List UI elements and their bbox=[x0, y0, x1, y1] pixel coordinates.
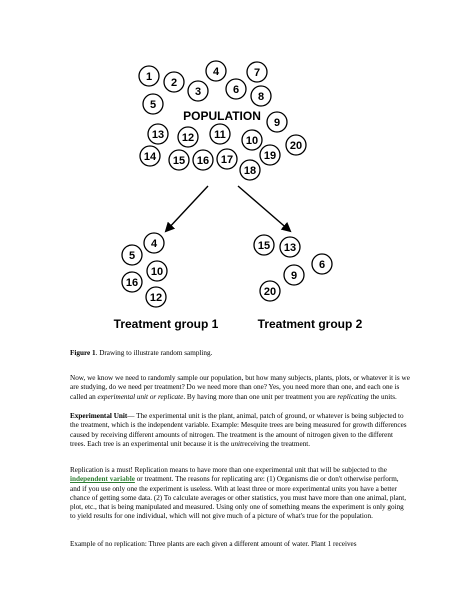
arrow-to-group-1 bbox=[166, 186, 208, 231]
treatment-group-1-circles bbox=[122, 233, 167, 307]
para1-text-a: Now, we know we need to randomly sample our population, but how many subjects, plants, plots, or whatever it is we are studying, do we need per treatment? Do we need more than one? Yes, you need more than one, and each one is called an bbox=[70, 374, 410, 401]
population-member-6 bbox=[226, 79, 246, 99]
circle-number: 12 bbox=[149, 292, 163, 304]
circle-number: 6 bbox=[318, 259, 326, 271]
para1-text-c: . By having more than one unit per treatment you are bbox=[183, 392, 338, 401]
population-member-18 bbox=[240, 160, 260, 180]
treatment-group-2-circles bbox=[254, 235, 332, 301]
population-member-10 bbox=[242, 130, 262, 150]
population-member-11 bbox=[210, 124, 230, 144]
population-member-17 bbox=[217, 149, 237, 169]
circle-number: 12 bbox=[181, 132, 195, 144]
population-member-8 bbox=[251, 86, 271, 106]
population-member-1 bbox=[139, 66, 159, 86]
treatment-group-1-label: Treatment group 1 bbox=[113, 317, 219, 331]
group2-member-15 bbox=[254, 235, 274, 255]
population-member-4 bbox=[206, 61, 226, 81]
para1-emphasis-replicate: experimental unit or replicate bbox=[97, 392, 184, 401]
population-member-9 bbox=[267, 112, 287, 132]
circle-number: 4 bbox=[212, 66, 220, 78]
arrow-to-group-2 bbox=[238, 186, 290, 231]
figure-caption bbox=[70, 349, 410, 358]
population-member-12 bbox=[178, 127, 198, 147]
population-member-2 bbox=[164, 72, 184, 92]
circle-number: 2 bbox=[170, 77, 178, 89]
para2-text-d: receiving the treatment. bbox=[242, 439, 311, 448]
circle-number: 4 bbox=[150, 238, 158, 250]
circle-number: 13 bbox=[151, 129, 165, 141]
circle-number: 17 bbox=[220, 154, 234, 166]
population-member-16 bbox=[193, 150, 213, 170]
circle-number: 9 bbox=[273, 117, 281, 129]
circle-number: 14 bbox=[143, 151, 157, 163]
group2-member-6 bbox=[312, 254, 332, 274]
circle-number: 3 bbox=[194, 86, 202, 98]
group2-member-13 bbox=[280, 237, 300, 257]
paragraph-no-replication bbox=[70, 540, 410, 549]
population-member-19 bbox=[260, 145, 280, 165]
group1-member-10 bbox=[147, 261, 167, 281]
group2-member-9 bbox=[284, 265, 304, 285]
circle-number: 15 bbox=[257, 240, 271, 252]
circle-number: 5 bbox=[149, 99, 157, 111]
para2-text-b: — The experimental unit is the plant, animal, patch of ground, or whatever is being subjected to the treatment, which is the independent variable. Example: Mesquite trees are being measured for growth differences caused by receiving different amounts of nitrogen. The treatment is the amount of nitrogen given to the different trees. Each tree is an experimental unit because it is the bbox=[70, 412, 407, 448]
population-label: POPULATION bbox=[183, 109, 261, 123]
circle-number: 19 bbox=[263, 150, 277, 162]
population-member-20 bbox=[286, 135, 306, 155]
circle-number: 6 bbox=[232, 84, 240, 96]
group1-member-4 bbox=[144, 233, 164, 253]
group1-member-5 bbox=[122, 245, 142, 265]
population-member-15 bbox=[169, 150, 189, 170]
circle-number: 5 bbox=[128, 250, 136, 262]
para1-emphasis-replicating: replicating bbox=[337, 392, 369, 401]
para4-text: Example of no replication: Three plants are each given a different amount of water. Plant 1 receives bbox=[70, 540, 357, 548]
para3-text-a: Replication is a must! Replication means to have more than one experimental unit that will be subjected to the bbox=[70, 466, 387, 474]
population-member-14 bbox=[140, 146, 160, 166]
circle-number: 18 bbox=[243, 165, 257, 177]
circle-number: 10 bbox=[245, 135, 259, 147]
independent-variable-link[interactable]: independent variable bbox=[70, 475, 135, 484]
group2-member-20 bbox=[260, 281, 280, 301]
para2-emphasis-unit: unit bbox=[230, 439, 243, 448]
circle-number: 15 bbox=[172, 155, 186, 167]
circle-number: 16 bbox=[196, 155, 210, 167]
para3-text-b: or treatment. The reasons for replicating are: (1) Organisms die or don't otherwise perform, and if you use only one the experiment is useless. With at least three or more experimental units you have a better chance of getting some data. (2) To calculate averages or other statistics, you must have more than one animal, plant, plot, etc., that is being manipulated and measured. Using only one of something means the experiment is only going to yield results for one individual, which will not give much of a picture of what's true for the population. bbox=[70, 475, 407, 521]
circle-number: 9 bbox=[290, 270, 298, 282]
population-member-13 bbox=[148, 124, 168, 144]
circle-number: 11 bbox=[214, 129, 226, 141]
population-member-5 bbox=[143, 94, 163, 114]
group1-member-16 bbox=[122, 272, 142, 292]
circle-number: 16 bbox=[125, 277, 139, 289]
caption-text: . Drawing to illustrate random sampling. bbox=[95, 349, 213, 357]
circle-number: 13 bbox=[283, 242, 297, 254]
circle-number: 20 bbox=[263, 286, 277, 298]
paragraph-replication bbox=[70, 466, 410, 522]
circle-number: 7 bbox=[253, 67, 261, 79]
paragraph-replicates bbox=[70, 374, 410, 402]
experimental-unit-heading: Experimental Unit bbox=[70, 412, 128, 420]
circle-number: 1 bbox=[145, 71, 153, 83]
circle-number: 20 bbox=[289, 140, 303, 152]
population-member-7 bbox=[247, 62, 267, 82]
treatment-group-2-label: Treatment group 2 bbox=[257, 317, 363, 331]
paragraph-experimental-unit bbox=[70, 412, 410, 449]
circle-number: 10 bbox=[150, 266, 164, 278]
group1-member-12 bbox=[146, 287, 166, 307]
para1-text-e: the units. bbox=[368, 392, 397, 401]
circle-number: 8 bbox=[257, 91, 265, 103]
caption-label: Figure 1 bbox=[70, 349, 96, 357]
population-member-3 bbox=[188, 81, 208, 101]
